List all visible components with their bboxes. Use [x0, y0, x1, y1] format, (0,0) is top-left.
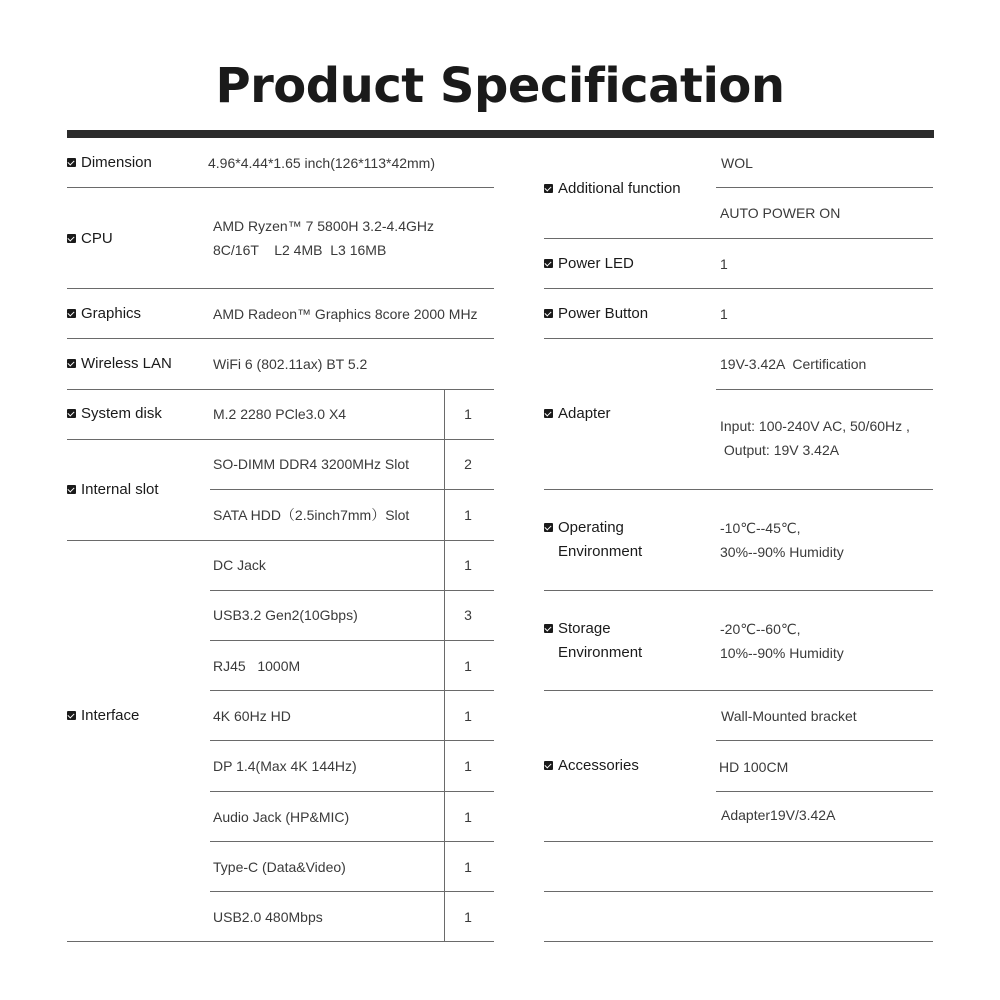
interface-qty: 3 — [464, 607, 472, 623]
operating-environment-value — [720, 516, 844, 564]
power-button-label: Power Button — [544, 302, 648, 326]
interface-item: USB3.2 Gen2(10Gbps) — [213, 607, 358, 623]
adapter-certification: 19V-3.42A Certification — [720, 356, 867, 372]
row-divider — [716, 389, 933, 390]
interface-item: 4K 60Hz HD — [213, 708, 291, 724]
row-divider — [716, 187, 933, 188]
graphics-value: AMD Radeon™ Graphics 8core 2000 MHz — [213, 306, 478, 322]
row-divider — [67, 187, 494, 188]
checkbox-icon — [67, 359, 76, 368]
storage-humidity: 10%--90% Humidity — [720, 645, 844, 661]
dimension-value: 4.96*4.44*1.65 inch(126*113*42mm) — [208, 155, 436, 171]
interface-item: USB2.0 480Mbps — [213, 909, 323, 925]
row-divider — [210, 791, 494, 792]
checkbox-icon — [544, 184, 553, 193]
checkbox-icon — [67, 158, 76, 167]
cpu-line-1: AMD Ryzen™ 7 5800H 3.2-4.4GHz — [213, 218, 434, 234]
cpu-label: CPU — [67, 227, 113, 251]
power-led-label: Power LED — [544, 252, 634, 276]
row-divider — [210, 891, 494, 892]
interface-qty: 1 — [464, 708, 472, 724]
row-divider — [67, 439, 494, 440]
row-divider — [544, 590, 933, 591]
adapter-label: Adapter — [544, 402, 611, 426]
cpu-value — [213, 214, 434, 262]
operating-temperature: -10℃--45℃, — [720, 520, 801, 536]
interface-item: RJ45 1000M — [213, 658, 301, 674]
internal-slot-item: SO-DIMM DDR4 3200MHz Slot — [213, 456, 410, 472]
power-led-value: 1 — [720, 256, 728, 272]
storage-environment-value — [720, 617, 844, 665]
accessories-item: Wall-Mounted bracket — [721, 708, 857, 724]
accessories-label: Accessories — [544, 754, 639, 778]
interface-qty: 1 — [464, 658, 472, 674]
system-disk-qty: 1 — [464, 406, 472, 422]
row-divider — [716, 740, 933, 741]
checkbox-icon — [544, 761, 553, 770]
page-title: Product Specification — [215, 58, 785, 114]
accessories-item: HD 100CM — [719, 759, 789, 775]
storage-environment-label: Storage Environment — [544, 617, 642, 665]
operating-environment-label: Operating Environment — [544, 516, 642, 564]
row-divider — [544, 891, 933, 892]
row-divider — [544, 489, 933, 490]
accessories-item: Adapter19V/3.42A — [721, 807, 836, 823]
checkbox-icon — [544, 523, 553, 532]
wireless-label: Wireless LAN — [67, 352, 172, 376]
interface-label: Interface — [67, 704, 139, 728]
row-divider — [544, 941, 933, 942]
row-divider — [716, 791, 933, 792]
row-divider — [544, 841, 933, 842]
system-disk-label: System disk — [67, 402, 162, 426]
row-divider — [67, 288, 494, 289]
interface-item: Audio Jack (HP&MIC) — [213, 809, 350, 825]
internal-slot-qty: 1 — [464, 507, 472, 523]
interface-item: DP 1.4(Max 4K 144Hz) — [213, 758, 357, 774]
adapter-input: Input: 100-240V AC, 50/60Hz , — [720, 418, 910, 434]
interface-qty: 1 — [464, 758, 472, 774]
interface-qty: 1 — [464, 557, 472, 573]
row-divider — [210, 489, 494, 490]
row-divider — [544, 690, 933, 691]
additional-function-label: Additional function — [544, 177, 681, 201]
internal-slot-item: SATA HDD（2.5inch7mm）Slot — [213, 507, 410, 523]
dimension-label: Dimension — [67, 151, 152, 175]
row-divider — [544, 338, 933, 339]
operating-humidity: 30%--90% Humidity — [720, 544, 844, 560]
row-divider — [67, 540, 494, 541]
checkbox-icon — [67, 309, 76, 318]
interface-qty: 1 — [464, 909, 472, 925]
checkbox-icon — [67, 234, 76, 243]
row-divider — [67, 338, 494, 339]
row-divider — [67, 941, 494, 942]
power-button-value: 1 — [720, 306, 728, 322]
internal-slot-label: Internal slot — [67, 478, 159, 502]
checkbox-icon — [544, 409, 553, 418]
wireless-value: WiFi 6 (802.11ax) BT 5.2 — [213, 356, 368, 372]
checkbox-icon — [544, 624, 553, 633]
row-divider — [210, 590, 494, 591]
graphics-label: Graphics — [67, 302, 141, 326]
row-divider — [544, 288, 933, 289]
storage-temperature: -20℃--60℃, — [720, 621, 801, 637]
adapter-output: Output: 19V 3.42A — [720, 442, 840, 458]
qty-column-divider — [444, 389, 445, 942]
title-divider-bar — [67, 130, 934, 138]
interface-item: DC Jack — [213, 557, 266, 573]
row-divider — [210, 841, 494, 842]
row-divider — [67, 389, 494, 390]
checkbox-icon — [544, 259, 553, 268]
additional-function-item: AUTO POWER ON — [720, 205, 841, 221]
cpu-line-2: 8C/16T L2 4MB L3 16MB — [213, 242, 387, 258]
row-divider — [544, 238, 933, 239]
internal-slot-qty: 2 — [464, 456, 472, 472]
checkbox-icon — [544, 309, 553, 318]
row-divider — [210, 740, 494, 741]
system-disk-value: M.2 2280 PCle3.0 X4 — [213, 406, 347, 422]
adapter-io — [720, 414, 910, 462]
checkbox-icon — [67, 485, 76, 494]
row-divider — [210, 640, 494, 641]
checkbox-icon — [67, 409, 76, 418]
row-divider — [210, 690, 494, 691]
interface-item: Type-C (Data&Video) — [213, 859, 346, 875]
checkbox-icon — [67, 711, 76, 720]
interface-qty: 1 — [464, 859, 472, 875]
additional-function-item: WOL — [721, 155, 753, 171]
interface-qty: 1 — [464, 809, 472, 825]
